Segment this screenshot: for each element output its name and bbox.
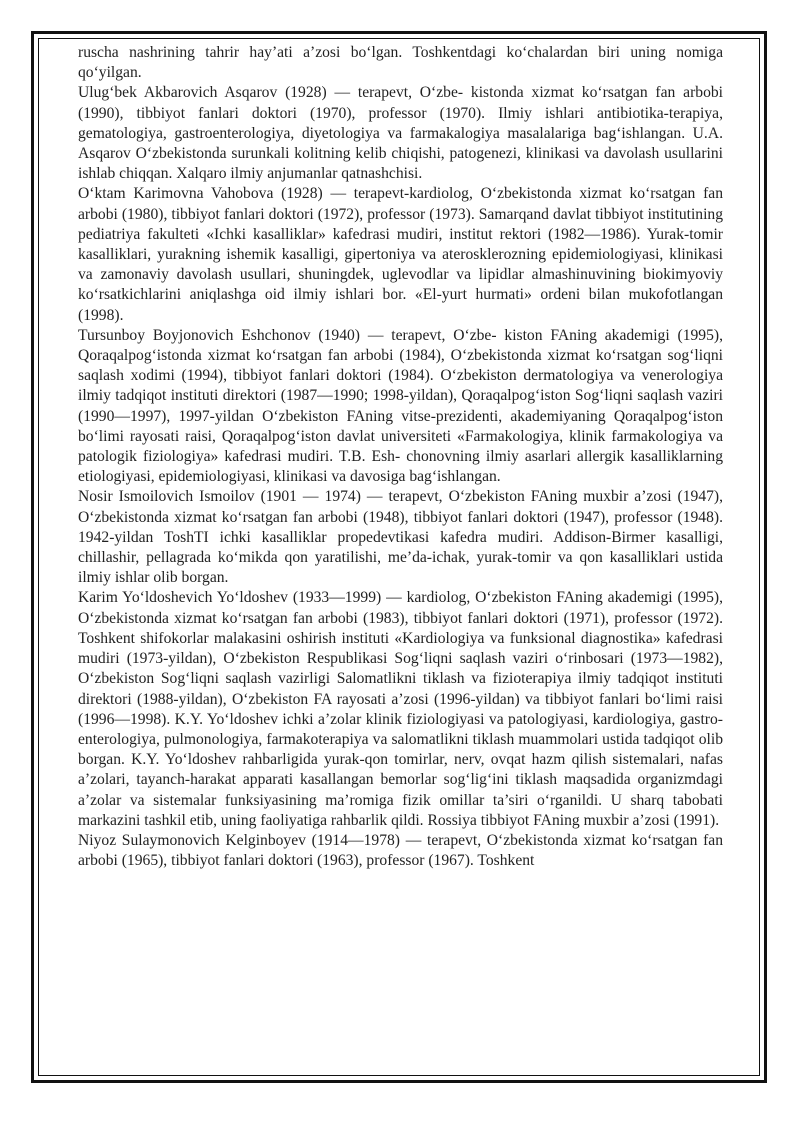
paragraph-kelginboyev: Niyoz Sulaymonovich Kelginboyev (1914—1978) — terapevt, O‘zbekistonda xizmat ko‘rsatgan fan arbobi (1965), tibbiyot fanlari doktori (1963), professor (1967). Toshkent [78, 831, 723, 870]
paragraph-vahobova: O‘ktam Karimovna Vahobova (1928) — terapevt-kardiolog, O‘zbekistonda xizmat ko‘rsatgan fan arbobi (1980), tibbiyot fanlari doktori (1972), professor (1973). Samarqand davlat tibbiyot institutining pediatriya fakulteti «Ichki kasalliklar» kafedrasi mudiri, institut rektori (1982—1986). Yurak-tomir kasalliklari, yurakning ishemik kasalligi, gipertoniya va aterosklerozning epidemiologiyasi, klinikasi va zamonaviy davolash usullari, shuningdek, uglevodlar va lipidlar almashinuvining biokimyoviy ko‘rsatkichlarini aniqlashga oid ilmiy ishlari bor. «El-yurt hurmati» ordeni bilan mukofotlangan (1998). [78, 185, 723, 324]
paragraph-asqarov: Ulug‘bek Akbarovich Asqarov (1928) — terapevt, O‘zbe- kistonda xizmat ko‘rsatgan fan arbobi (1990), tibbiyot fanlari doktori (1970), professor (1970). Ilmiy ishlari antibiotika-terapiya, gematologiya, gastroenterologiya, diyetologiya va farmakalogiya masalalariga bag‘ishlangan. U.A. Asqarov O‘zbekistonda surunkali kolitning kelib chiqishi, patogenezi, klinikasi va davolash usullarini ishlab chiqqan. Xalqaro ilmiy anjumanlar qatnashchisi. [78, 84, 723, 183]
paragraph-continuation: ruscha nashrining tahrir hay’ati a’zosi bo‘lgan. Toshkentdagi ko‘chalardan biri uning nomiga qo‘yilgan. [78, 44, 723, 82]
paragraph-ismoilov: Nosir Ismoilovich Ismoilov (1901 — 1974) — terapevt, O‘zbekiston FAning muxbir a’zosi (1947), O‘zbekistonda xizmat ko‘rsatgan fan arbobi (1948), tibbiyot fanlari doktori (1947), professor (1948). 1942-yildan ToshTI ichki kasalliklar propedevtikasi kafedra mudiri. Addison-Birmer kasalligi, chillashir, pellagrada ko‘mikda qon yaratilishi, me’da-ichak, yurak-tomir va qon kasalliklari ustida ilmiy ishlar olib borgan. [78, 488, 723, 587]
paragraph-eshchonov: Tursunboy Boyjonovich Eshchonov (1940) — terapevt, O‘zbe- kiston FAning akademigi (1995), Qoraqalpog‘istonda xizmat ko‘rsatgan fan arbobi (1984), O‘zbekistonda xizmat ko‘rsatgan sog‘liqni saqlash xodimi (1994), tibbiyot fanlari doktori (1984). O‘zbekiston dermatologiya va venerologiya ilmiy tadqiqot instituti direktori (1987—1990; 1998-yildan), Qoraqalpog‘iston Sog‘liqni saqlash vaziri (1990—1997), 1997-yildan O‘zbekiston FAning vitse-prezidenti, akademiyaning Qoraqalpog‘iston bo‘limi rayosati raisi, Qoraqalpog‘iston davlat universiteti «Farmakologiya, klinik farmakologiya va patologik fiziologiya» kafedrasi mudiri. T.B. Esh- chonovning ilmiy asarlari allergik kasalliklarning etiologiyasi, epidemiologiyasi, klinikasi va davosiga bag‘ishlangan. [78, 326, 723, 486]
document-body [78, 43, 723, 871]
paragraph-yoldoshev: Karim Yo‘ldoshevich Yo‘ldoshev (1933—1999) — kardiolog, O‘zbekiston FAning akademigi (1995), O‘zbekistonda xizmat ko‘rsatgan fan arbobi (1983), tibbiyot fanlari doktori (1971), professor (1972). Toshkent shifokorlar malakasini oshirish instituti «Kardiologiya va funksional diagnostika» kafedrasi mudiri (1973-yildan), O‘zbekiston Respublikasi Sog‘liqni saqlash vaziri o‘rinbosari (1973—1982), O‘zbekiston Sog‘liqni saqlash vazirligi Salomatlikni tiklash va fizioterapiya ilmiy tadqiqot instituti direktori (1988-yildan), O‘zbekiston FA rayosati a’zosi (1996-yildan) va tibbiyot fanlari bo‘limi raisi (1996—1998). K.Y. Yo‘ldoshev ichki a’zolar klinik fiziologiyasi va patologiyasi, kardiologiya, gastro- enterologiya, pulmonologiya, farmakoterapiya va salomatlikni tiklash muammolari ustida tadqiqot olib borgan. K.Y. Yo‘ldoshev rahbarligida yurak-qon tomirlar, nerv, ovqat hazm qilish sistemalari, nafas a’zolari, tayanch-harakat apparati kasallangan bemorlar sog‘lig‘ini tiklash maqsadida organizmdagi a’zolar va sistemalar funksiyasining ma’romiga fizik omillar ta’siri o‘rganildi. U sharq tabobati markazini tashkil etib, uning faoliyatiga rahbarlik qildi. Rossiya tibbiyot FAning muxbir a’zosi (1991). [78, 589, 723, 829]
